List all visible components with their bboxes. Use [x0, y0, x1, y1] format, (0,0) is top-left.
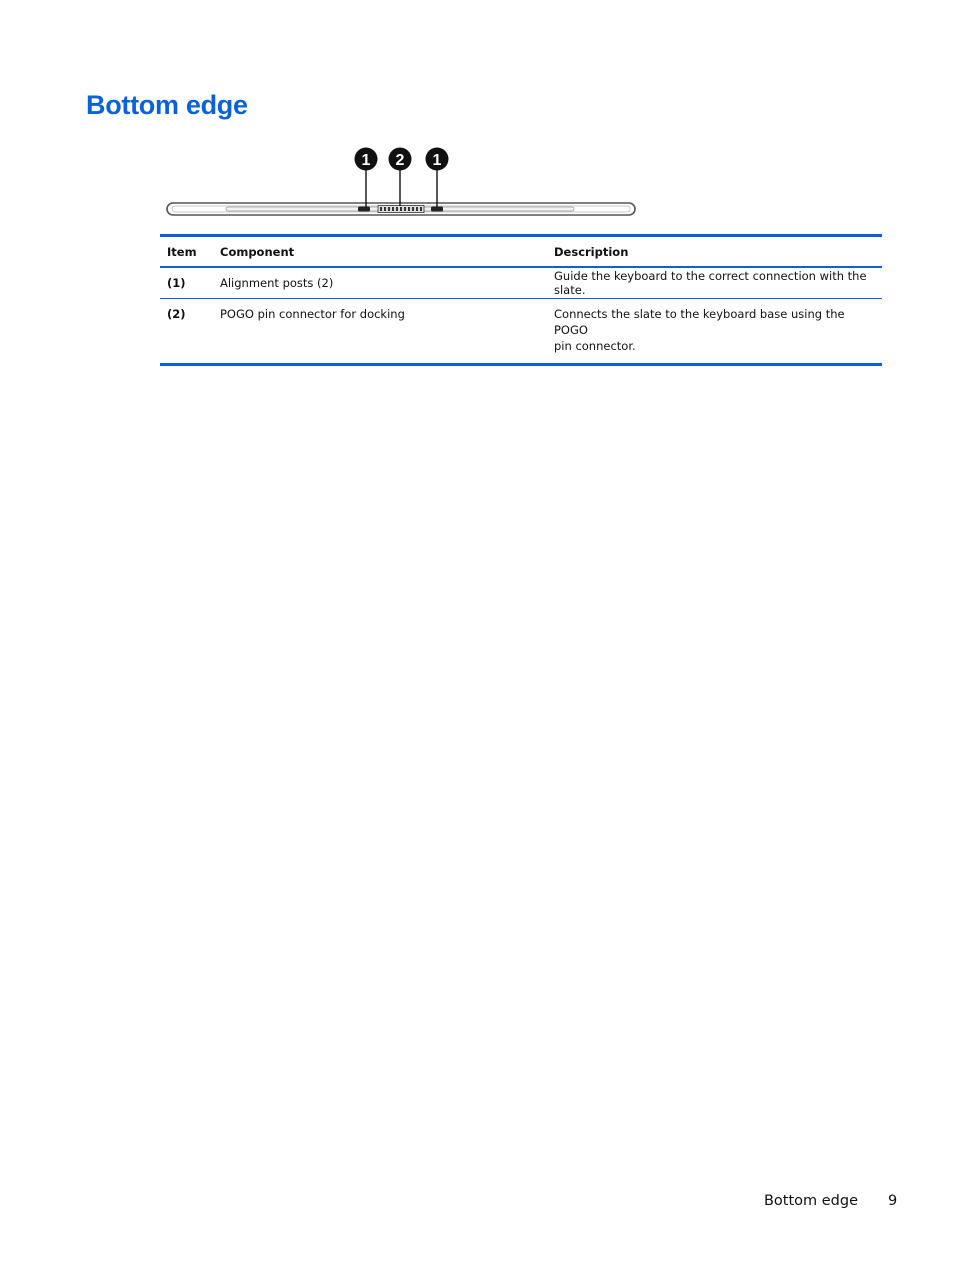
header-component: Component — [220, 244, 295, 259]
table-row — [160, 267, 882, 299]
row-description-line: pin connector. — [554, 339, 636, 353]
component-table — [160, 234, 882, 366]
alignment-post-left — [358, 207, 370, 212]
callout-number-1-right: 1 — [432, 152, 442, 169]
callout-number-1-left: 1 — [361, 152, 371, 169]
bottom-edge-illustration — [160, 140, 650, 225]
row-description — [554, 299, 882, 365]
row-component: POGO pin connector for docking — [220, 307, 405, 321]
row-item: (1) — [160, 267, 220, 299]
footer-page-number: 9 — [888, 1193, 898, 1209]
header-item: Item — [167, 244, 197, 259]
footer-section-title: Bottom edge — [763, 1193, 858, 1209]
alignment-post-right — [431, 207, 443, 212]
header-description: Description — [554, 244, 629, 259]
table-row — [160, 299, 882, 365]
row-component: Alignment posts (2) — [220, 267, 554, 299]
page-title: Bottom edge — [86, 90, 248, 120]
row-description-line: Connects the slate to the keyboard base using the POGO — [554, 307, 845, 337]
page-footer — [0, 1193, 954, 1213]
callout-number-2: 2 — [395, 152, 405, 169]
table-header-row — [160, 236, 882, 268]
row-item: (2) — [167, 307, 186, 321]
row-description: Guide the keyboard to the correct connection with the slate. — [554, 267, 882, 299]
